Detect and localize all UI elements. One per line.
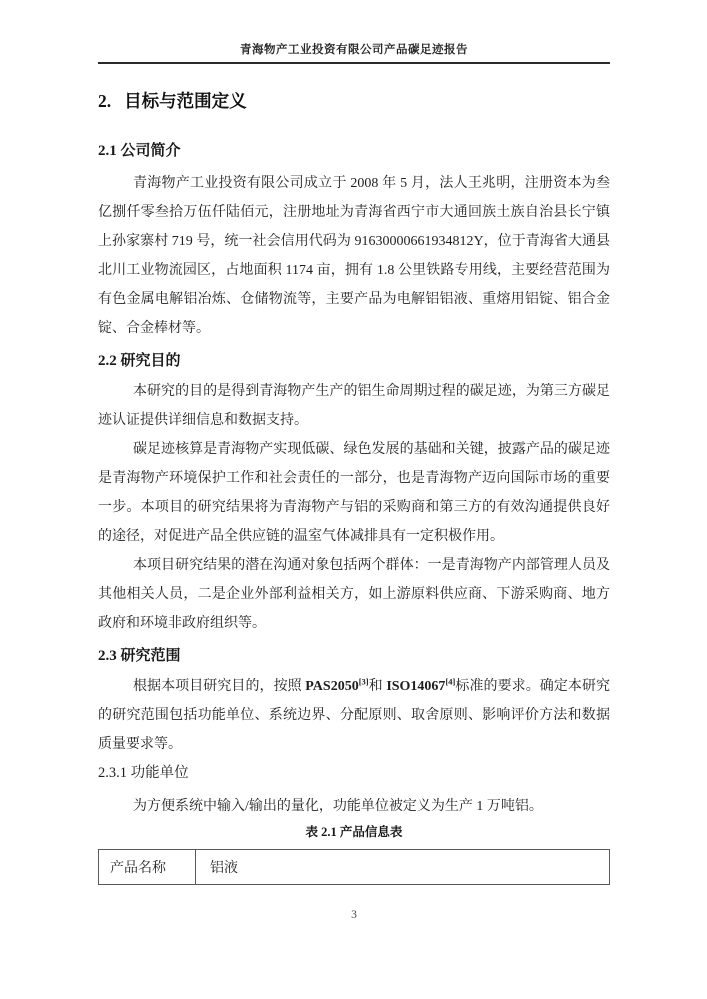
section-heading-2-3: 2.3 研究范围 bbox=[98, 648, 181, 664]
page-footer bbox=[98, 909, 610, 921]
scope-text-post: 标准的要求。确定本研究的研究范围包括功能单位、系统边界、分配原则、取舍原则、影响评价方法和数据质量要求等。 bbox=[98, 679, 611, 752]
header-title: 青海物产工业投资有限公司产品碳足迹报告 bbox=[240, 44, 468, 56]
scope-text-mid: 和 bbox=[368, 679, 387, 694]
paragraph-purpose-3: 本项目研究结果的潜在沟通对象包括两个群体：一是青海物产内部管理人员及其他相关人员，二是企业外部利益相关方，如上游原料供应商、下游采购商、地方政府和环境非政府组织等。 bbox=[98, 558, 610, 631]
product-info-table bbox=[98, 849, 610, 885]
paragraph-purpose-1: 本研究的目的是得到青海物产生产的铝生命周期过程的碳足迹，为第三方碳足迹认证提供详细信息和数据支持。 bbox=[98, 384, 610, 428]
standard-name-iso14067: ISO14067 bbox=[386, 679, 446, 694]
citation-ref-3: [3] bbox=[358, 676, 369, 687]
paragraph-company-intro: 青海物产工业投资有限公司成立于 2008 年 5 月，法人王兆明，注册资本为叁亿捌仟零叁拾万伍仟陆佰元，注册地址为青海省西宁市大通回族土族自治县长宁镇上孙家寨村 719 号，统一社会信用代码为 91630000661934812Y，位于青海省大通县北川工业物流园区，占地面积 1174 亩，拥有 1.8 公里铁路专用线，主要经营范围为有色金属电解铝冶炼、仓储物流等，主要产品为电解铝铝液、重熔用铝锭、铝合金锭、合金棒材等。 bbox=[98, 176, 610, 336]
paragraph-scope bbox=[98, 672, 610, 759]
citation-ref-4: [4] bbox=[445, 676, 456, 687]
paragraph-functional-unit: 为方便系统中输入/输出的量化，功能单位被定义为生产 1 万吨铝。 bbox=[133, 799, 543, 814]
subsection-heading-2-3-1: 2.3.1 功能单位 bbox=[98, 765, 189, 781]
table-cell-product-name-value: 铝液 bbox=[196, 850, 610, 885]
table-row bbox=[99, 850, 610, 885]
page-header bbox=[98, 0, 610, 64]
scope-text-pre: 根据本项目研究目的，按照 bbox=[133, 679, 306, 694]
section-heading-2-1: 2.1 公司简介 bbox=[98, 143, 181, 159]
table-cell-product-name-label: 产品名称 bbox=[99, 850, 196, 885]
page-number: 3 bbox=[351, 909, 357, 921]
standard-name-pas2050: PAS2050 bbox=[305, 679, 359, 694]
table-caption: 表 2.1 产品信息表 bbox=[305, 825, 403, 839]
section-heading-2-2: 2.2 研究目的 bbox=[98, 353, 181, 369]
chapter-title bbox=[98, 88, 610, 115]
paragraph-purpose-2: 碳足迹核算是青海物产实现低碳、绿色发展的基础和关键，披露产品的碳足迹是青海物产环境保护工作和社会责任的一部分，也是青海物产迈向国际市场的重要一步。本项目的研究结果将为青海物产与铝的采购商和第三方的有效沟通提供良好的途径，对促进产品全供应链的温室气体减排具有一定积极作用。 bbox=[98, 442, 610, 544]
chapter-title-text: 目标与范围定义 bbox=[124, 91, 247, 111]
chapter-number: 2. bbox=[98, 91, 112, 111]
